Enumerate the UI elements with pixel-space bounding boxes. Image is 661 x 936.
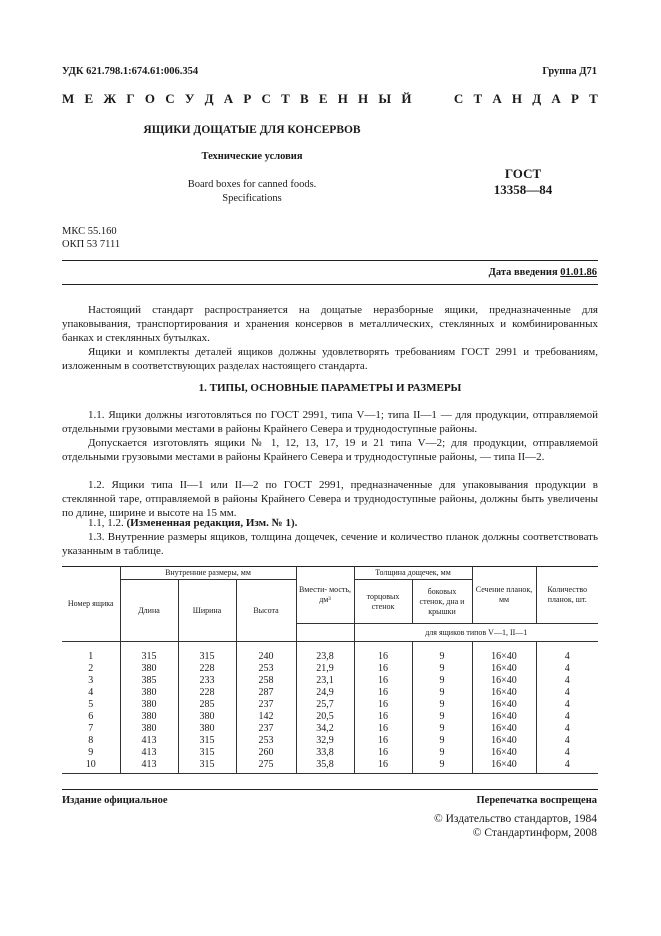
cell-count: 4 (536, 735, 598, 747)
table-row (62, 759, 598, 774)
heading-letter: А (223, 91, 234, 106)
cell-length: 413 (120, 759, 178, 774)
cell-section: 16×40 (472, 687, 536, 699)
heading-letter: О (144, 91, 156, 106)
header-width: Ширина (178, 580, 236, 642)
cell-capacity: 33,8 (296, 747, 354, 759)
cell-count: 4 (536, 642, 598, 664)
cell-length: 380 (120, 663, 178, 675)
cell-count: 4 (536, 759, 598, 774)
cell-number: 3 (62, 675, 120, 687)
table-row (62, 747, 598, 759)
gost-label: ГОСТ (504, 166, 542, 181)
header-capacity: Вмести- мость, дм³ (296, 567, 354, 624)
cell-side-walls: 9 (412, 675, 472, 687)
gost-number: 13358—84 (493, 182, 553, 197)
header-end-walls: торцовых стенок (354, 580, 412, 624)
cell-section: 16×40 (472, 663, 536, 675)
cell-count: 4 (536, 675, 598, 687)
english-title (62, 178, 442, 206)
cell-capacity: 20,5 (296, 711, 354, 723)
cell-count: 4 (536, 699, 598, 711)
paragraph-1-3: 1.3. Внутренние размеры ящиков, толщина дощечек, сечение и количество планок должны соответствовать указанным в таблице. (62, 531, 598, 557)
cell-number: 10 (62, 759, 120, 774)
cell-count: 4 (536, 711, 598, 723)
table-row (62, 675, 598, 687)
header-number: Номер ящика (62, 567, 120, 642)
cell-end-walls: 16 (354, 663, 412, 675)
cell-number: 1 (62, 642, 120, 664)
cell-section: 16×40 (472, 759, 536, 774)
cell-end-walls: 16 (354, 699, 412, 711)
section-heading: 1. ТИПЫ, ОСНОВНЫЕ ПАРАМЕТРЫ И РАЗМЕРЫ (198, 382, 462, 394)
cell-side-walls: 9 (412, 735, 472, 747)
heading-letter: А (492, 91, 502, 106)
cell-end-walls: 16 (354, 759, 412, 774)
english-title-line2: Specifications (222, 193, 282, 204)
cell-number: 8 (62, 735, 120, 747)
reprint-prohibited: Перепечатка воспрещена (476, 795, 597, 806)
footer-divider (62, 789, 598, 790)
cell-height: 253 (236, 735, 296, 747)
cell-end-walls: 16 (354, 687, 412, 699)
paragraph-scope: Настоящий стандарт распространяется на дощатые неразборные ящики, предназначенные для упаковывания, транспортирования и хранения консервов в металлических, стеклянных и комбинированных банках и стеклянных бутылках. (62, 304, 598, 344)
heading-letter: Й (401, 91, 412, 106)
cell-length: 380 (120, 687, 178, 699)
cell-height: 258 (236, 675, 296, 687)
heading-letter: Т (589, 91, 598, 106)
cell-capacity: 23,1 (296, 675, 354, 687)
copyright (434, 812, 597, 840)
cell-side-walls: 9 (412, 711, 472, 723)
header-box-types: для ящиков типов V—1, II—1 (354, 624, 598, 642)
mks-code: МКС 55.160 (62, 226, 117, 237)
header-inner-dimensions: Внутренние размеры, мм (120, 567, 296, 580)
cell-end-walls: 16 (354, 735, 412, 747)
cell-side-walls: 9 (412, 747, 472, 759)
cell-height: 260 (236, 747, 296, 759)
paragraph-requirements: Ящики и комплекты деталей ящиков должны удовлетворять требованиям ГОСТ 2991 и требованиям, изложенным в соответствующих разделах настоящего стандарта. (62, 346, 598, 372)
heading-letter: У (184, 91, 195, 106)
english-title-line1: Board boxes for canned foods. (187, 179, 317, 190)
cell-number: 9 (62, 747, 120, 759)
cell-count: 4 (536, 747, 598, 759)
okp-code: ОКП 53 7111 (62, 239, 121, 250)
intro-date-value: 01.01.86 (560, 267, 597, 278)
cell-end-walls: 16 (354, 747, 412, 759)
cell-number: 5 (62, 699, 120, 711)
cell-side-walls: 9 (412, 759, 472, 774)
table-row (62, 735, 598, 747)
cell-width: 228 (178, 663, 236, 675)
cell-side-walls: 9 (412, 723, 472, 735)
cell-capacity: 21,9 (296, 663, 354, 675)
cell-section: 16×40 (472, 723, 536, 735)
cell-width: 380 (178, 723, 236, 735)
table-row (62, 687, 598, 699)
heading-letter: Н (358, 91, 369, 106)
cell-width: 315 (178, 747, 236, 759)
heading-letter: Ы (378, 91, 392, 106)
heading-letter: А (551, 91, 561, 106)
table-row (62, 711, 598, 723)
udk-code: УДК 621.798.1:674.61:006.354 (62, 66, 199, 77)
heading-letter: Ж (103, 91, 117, 106)
heading-letter: Е (84, 91, 94, 106)
cell-number: 2 (62, 663, 120, 675)
cell-height: 142 (236, 711, 296, 723)
cell-width: 380 (178, 711, 236, 723)
cell-length: 385 (120, 675, 178, 687)
table-row (62, 723, 598, 735)
table-row (62, 642, 598, 664)
cell-end-walls: 16 (354, 711, 412, 723)
cell-section: 16×40 (472, 699, 536, 711)
gost-designation (468, 166, 578, 198)
cell-height: 240 (236, 642, 296, 664)
copyright-line2: © Стандартинформ, 2008 (472, 827, 597, 839)
heading-letter: С (165, 91, 175, 106)
divider (62, 284, 598, 285)
heading-letter: С (261, 91, 271, 106)
header-count: Количество планок, шт. (536, 567, 598, 624)
paragraph-1-2: 1.2. Ящики типа II—1 или II—2 по ГОСТ 2991, предназначенные для упаковывания продукции в стеклянной таре, отправляемой в районы Крайнего Севера и труднодоступные районы, должны быть увеличены по длине, ширине и высоте на 15 мм. (62, 479, 598, 519)
heading-letter: Р (243, 91, 252, 106)
cell-end-walls: 16 (354, 675, 412, 687)
heading-letter: Е (318, 91, 328, 106)
cell-width: 315 (178, 642, 236, 664)
table-row (62, 699, 598, 711)
cell-section: 16×40 (472, 675, 536, 687)
cell-count: 4 (536, 687, 598, 699)
header-height: Высота (236, 580, 296, 642)
cell-length: 315 (120, 642, 178, 664)
cell-capacity: 23,8 (296, 642, 354, 664)
cell-width: 228 (178, 687, 236, 699)
cell-side-walls: 9 (412, 642, 472, 664)
heading-letter: М (62, 91, 75, 106)
cell-height: 237 (236, 723, 296, 735)
cell-height: 253 (236, 663, 296, 675)
official-edition: Издание официальное (62, 795, 168, 806)
cell-length: 380 (120, 699, 178, 711)
divider (62, 260, 598, 261)
cell-side-walls: 9 (412, 699, 472, 711)
cell-side-walls: 9 (412, 663, 472, 675)
heading-letter: С (453, 91, 464, 106)
cell-capacity: 34,2 (296, 723, 354, 735)
intro-date (489, 267, 597, 278)
heading-letter: В (299, 91, 309, 106)
cell-capacity: 32,9 (296, 735, 354, 747)
paragraph-1-1-b: Допускается изготовлять ящики № 1, 12, 13, 17, 19 и 21 типа V—2; для продукции, отправляемой отдельными грузовыми местами в районы Крайнего Севера и труднодоступные районы, — типа II—2. (62, 437, 598, 463)
cell-side-walls: 9 (412, 687, 472, 699)
header-length: Длина (120, 580, 178, 642)
classification-codes (62, 225, 120, 251)
cell-width: 285 (178, 699, 236, 711)
cell-length: 380 (120, 723, 178, 735)
intro-date-label: Дата введения (488, 267, 558, 278)
heading-letter: Д (204, 91, 214, 106)
cell-capacity: 35,8 (296, 759, 354, 774)
cell-width: 233 (178, 675, 236, 687)
cell-count: 4 (536, 723, 598, 735)
paragraph-1-1: 1.1. Ящики должны изготовляться по ГОСТ 2991, типа V—1; типа II—1 — для продукции, отправляемой отдельными грузовыми местами в районы Крайнего Севера и труднодоступные районы. (62, 409, 598, 435)
header-thickness: Толщина дощечек, мм (354, 567, 472, 580)
heading-letter: Н (511, 91, 523, 106)
cell-number: 4 (62, 687, 120, 699)
heading-letter: Г (126, 91, 135, 106)
copyright-line1: © Издательство стандартов, 1984 (433, 813, 597, 825)
cell-height: 275 (236, 759, 296, 774)
group-code: Группа Д71 (542, 66, 597, 77)
cell-number: 6 (62, 711, 120, 723)
table-row (62, 663, 598, 675)
cell-length: 413 (120, 747, 178, 759)
paragraph-changed: 1.1, 1.2. (Измененная редакция, Изм. № 1). (88, 517, 298, 529)
cell-section: 16×40 (472, 735, 536, 747)
cell-section: 16×40 (472, 642, 536, 664)
heading-letter: Д (532, 91, 542, 106)
cell-height: 287 (236, 687, 296, 699)
cell-capacity: 25,7 (296, 699, 354, 711)
cell-width: 315 (178, 735, 236, 747)
cell-capacity: 24,9 (296, 687, 354, 699)
heading-letter: Т (473, 91, 483, 106)
cell-length: 413 (120, 735, 178, 747)
dimensions-table (62, 566, 598, 774)
document-subtitle: Технические условия (201, 151, 303, 162)
cell-section: 16×40 (472, 747, 536, 759)
header-side-walls: боковых стенок, дна и крышки (412, 580, 472, 624)
cell-length: 380 (120, 711, 178, 723)
interstate-standard-heading (62, 91, 598, 107)
document-title: ЯЩИКИ ДОЩАТЫЕ ДЛЯ КОНСЕРВОВ (143, 124, 361, 136)
cell-count: 4 (536, 663, 598, 675)
heading-letter: Р (571, 91, 579, 106)
header-section: Сечение планок, мм (472, 567, 536, 624)
cell-end-walls: 16 (354, 642, 412, 664)
heading-letter: Т (281, 91, 290, 106)
cell-height: 237 (236, 699, 296, 711)
cell-section: 16×40 (472, 711, 536, 723)
heading-letter: Н (337, 91, 348, 106)
cell-width: 315 (178, 759, 236, 774)
cell-number: 7 (62, 723, 120, 735)
cell-end-walls: 16 (354, 723, 412, 735)
